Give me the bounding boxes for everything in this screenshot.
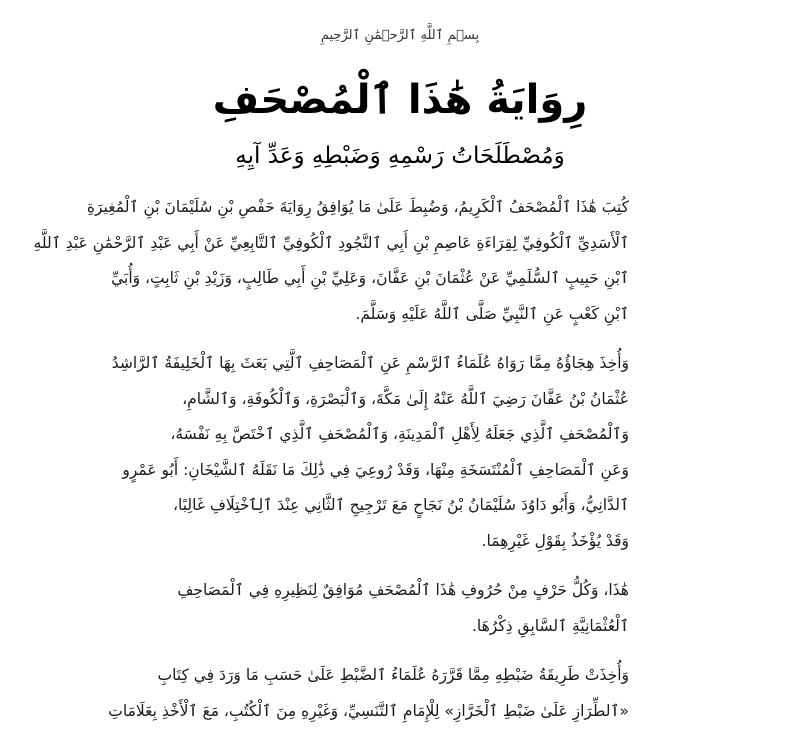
text-line: كُتِبَ هَٰذَا ٱلْمُصْحَفُ ٱلْكَرِيمُ، وَضُبِطَ عَلَىٰ مَا يُوَافِقُ رِوَايَةَ حَفْصِ بْنِ سُلَيْمَانَ بْنِ ٱلْمُغِيرَةِ bbox=[86, 198, 629, 216]
text-line: ٱبْنِ كَعْبٍ عَنِ ٱلنَّبِيِّ صَلَّى ٱللَّهُ عَلَيْهِ وَسَلَّمَ. bbox=[355, 304, 629, 323]
text-line: ٱلدَّانِيُّ، وَأَبُو دَاوُدَ سُلَيْمَانُ بْنُ نَجَاحٍ مَعَ تَرْجِيحِ ٱلثَّانِي عِنْدَ ٱلِٱخْتِلَافِ غَالِبًا، bbox=[172, 496, 629, 514]
text-line: «ٱلطِّرَازِ عَلَىٰ ضَبْطِ ٱلْخَرَّازِ» لِلْإِمَامِ ٱلتَّنَسِيِّ، وَغَيْرِهِ مِنَ ٱلْكُتُبِ، مَعَ ٱلْأَخْذِ بِعَلَامَاتِ bbox=[108, 701, 629, 720]
page-subtitle: وَمُصْطَلَحَاتُ رَسْمِهِ وَضَبْطِهِ وَعَدِّ آيِهِ bbox=[235, 143, 565, 169]
text-line: ٱلْأَسَدِيِّ ٱلْكُوفِيِّ لِقِرَاءَةِ عَاصِمِ بْنِ أَبِي ٱلنَّجُودِ ٱلْكُوفِيِّ ٱلتَّابِعِيِّ عَنْ أَبِي عَبْدِ ٱلرَّحْمَٰنِ عَبْدِ ٱللَّهِ bbox=[33, 233, 629, 252]
basmala: بِسۡمِ ٱللَّهِ ٱلرَّحۡمَٰنِ ٱلرَّحِيمِ bbox=[320, 28, 480, 43]
text-line: وَعَنِ ٱلْمَصَاحِفِ ٱلْمُنْتَسَخَةِ مِنْهَا، وَقَدْ رُوعِيَ فِي ذَٰلِكَ مَا نَقَلَهُ ٱلشَّيْخَانِ: أَبُو عَمْرٍو bbox=[122, 460, 629, 479]
text-line: ٱبْنِ حَبِيبٍ ٱلسُّلَمِيِّ عَنْ عُثْمَانَ بْنِ عَفَّانَ، وَعَلِيِّ بْنِ أَبِي طَالِبٍ، وَزَيْدِ بْنِ ثَابِتٍ، وَأُبَيِّ bbox=[111, 269, 629, 287]
paragraph bbox=[177, 573, 629, 644]
text-line: وَأُخِذَ هِجَاؤُهُ مِمَّا رَوَاهُ عُلَمَاءُ ٱلرَّسْمِ عَنِ ٱلْمَصَاحِفِ ٱلَّتِي بَعَثَ بِهَا ٱلْخَلِيفَةُ ٱلرَّاشِدُ bbox=[111, 354, 629, 372]
text-line: وَقَدْ يُؤْخَذُ بِقَوْلِ غَيْرِهِمَا. bbox=[481, 531, 629, 550]
paragraph bbox=[33, 190, 629, 332]
text-line: هَٰذَا، وَكُلُّ حَرْفٍ مِنْ حُرُوفِ هَٰذَا ٱلْمُصْحَفِ مُوَافِقٌ لِنَظِيرِهِ فِي ٱلْمَصَاحِفِ bbox=[177, 581, 629, 599]
text-line: ٱلْعُثْمَانِيَّةِ ٱلسَّابِقِ ذِكْرُهَا. bbox=[471, 616, 629, 635]
page-title: رِوَايَةُ هَٰذَا ٱلْمُصْحَفِ bbox=[212, 77, 588, 123]
paragraph bbox=[111, 346, 629, 559]
paragraph bbox=[108, 658, 629, 729]
text-line: عُثْمَانُ بْنُ عَفَّانَ رَضِيَ ٱللَّهُ عَنْهُ إِلَىٰ مَكَّةَ، وَٱلْبَصْرَةِ، وَٱلْكُوفَةِ، وَٱلشَّامِ، bbox=[182, 389, 629, 408]
text-line: وَأُخِذَتْ طَرِيقَةُ ضَبْطِهِ مِمَّا قَرَّرَهُ عُلَمَاءُ ٱلضَّبْطِ عَلَىٰ حَسَبِ مَا وَرَدَ فِي كِتَابِ bbox=[157, 666, 629, 684]
document-body bbox=[33, 190, 629, 743]
text-line: وَٱلْمُصْحَفِ ٱلَّذِي جَعَلَهُ لِأَهْلِ ٱلْمَدِينَةِ، وَٱلْمُصْحَفِ ٱلَّذِي ٱخْتَصَّ بِهِ نَفْسَهُ، bbox=[170, 425, 629, 443]
